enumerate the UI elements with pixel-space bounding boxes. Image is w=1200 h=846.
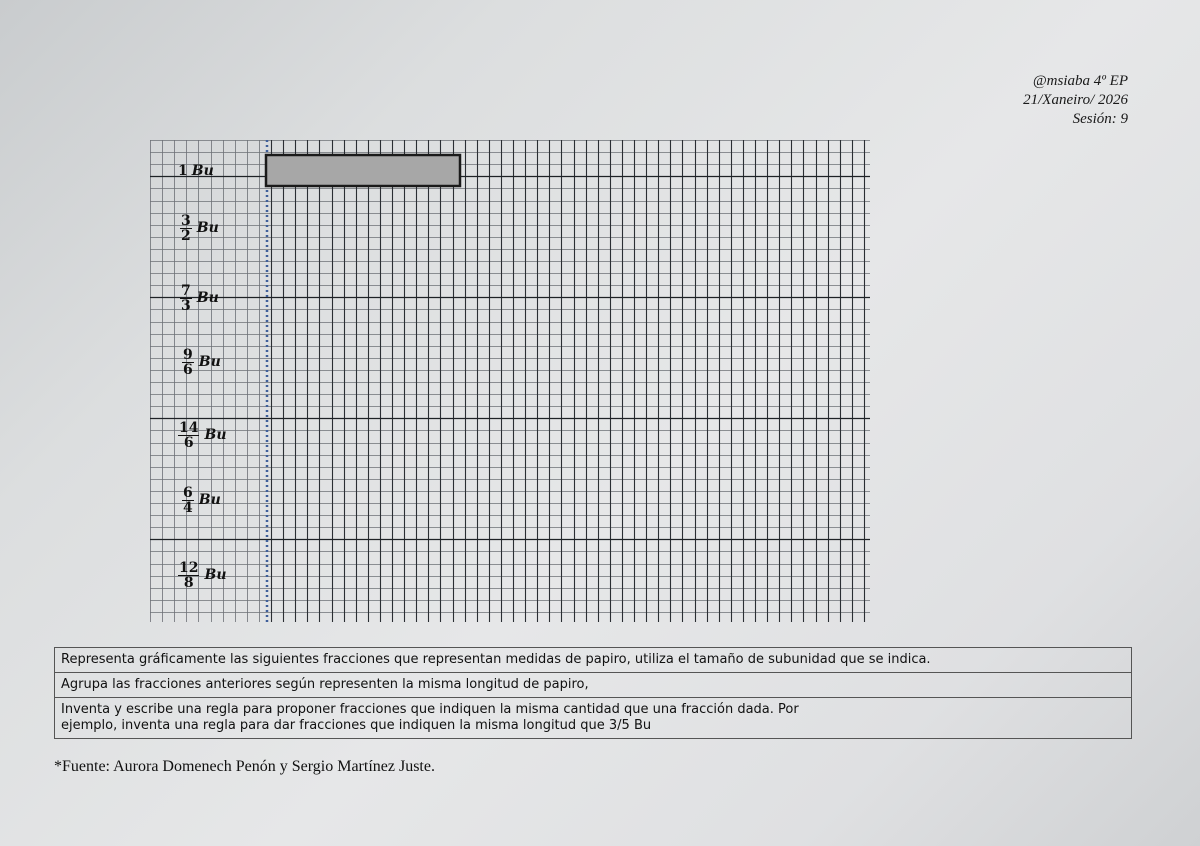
source-credit: *Fuente: Aurora Domenech Penón y Sergio Martínez Juste. (54, 758, 435, 775)
numerator: 9 (183, 346, 193, 363)
unit-label: Bu (191, 163, 214, 179)
unit-label: Bu (204, 427, 227, 443)
fraction-label-5 (178, 414, 227, 456)
task-table (54, 647, 1132, 739)
session-header (1023, 72, 1128, 129)
unit-bar-1bu (266, 155, 460, 186)
numerator: 12 (179, 559, 199, 576)
denominator: 6 (183, 361, 193, 378)
unit-label: Bu (196, 220, 219, 236)
fraction-label-2 (180, 208, 219, 248)
numerator: 3 (181, 212, 191, 229)
fraction-labels (150, 140, 260, 622)
session-date: 21/Xaneiro/ 2026 (1023, 92, 1128, 108)
task-row-2: Agrupa las fracciones anteriores según representen la misma longitud de papiro, (55, 673, 1131, 698)
author-handle: @msiaba 4º EP (1032, 73, 1128, 89)
denominator: 8 (183, 574, 194, 591)
unit-label: Bu (196, 290, 219, 306)
fraction-label-1 (178, 160, 214, 182)
denominator: 3 (181, 297, 191, 314)
task-row-1: Representa gráficamente las siguientes fracciones que representan medidas de papiro, utiliza el tamaño de subunidad que se indica. (55, 648, 1131, 673)
fraction-label-4 (182, 342, 221, 382)
denominator: 6 (183, 434, 194, 451)
unit-label: Bu (198, 492, 221, 508)
numerator: 14 (179, 419, 199, 436)
session-number: Sesión: 9 (1072, 111, 1128, 127)
task-row-3: Inventa y escribe una regla para proponer fracciones que indiquen la misma cantidad que una fracción dada. Por ejemplo, inventa una regla para dar fracciones que indiquen la misma longitud que 3/5 Bu (61, 702, 799, 733)
graph-paper-worksheet (150, 140, 870, 622)
unit-label: Bu (198, 354, 221, 370)
denominator: 2 (181, 227, 191, 244)
whole-number: 1 (178, 163, 188, 179)
fraction-label-6 (182, 480, 221, 520)
unit-label: Bu (204, 567, 227, 583)
denominator: 4 (183, 499, 193, 516)
numerator: 6 (183, 484, 193, 501)
numerator: 7 (181, 282, 191, 299)
fraction-label-7 (178, 554, 227, 596)
fraction-label-3 (180, 278, 219, 318)
